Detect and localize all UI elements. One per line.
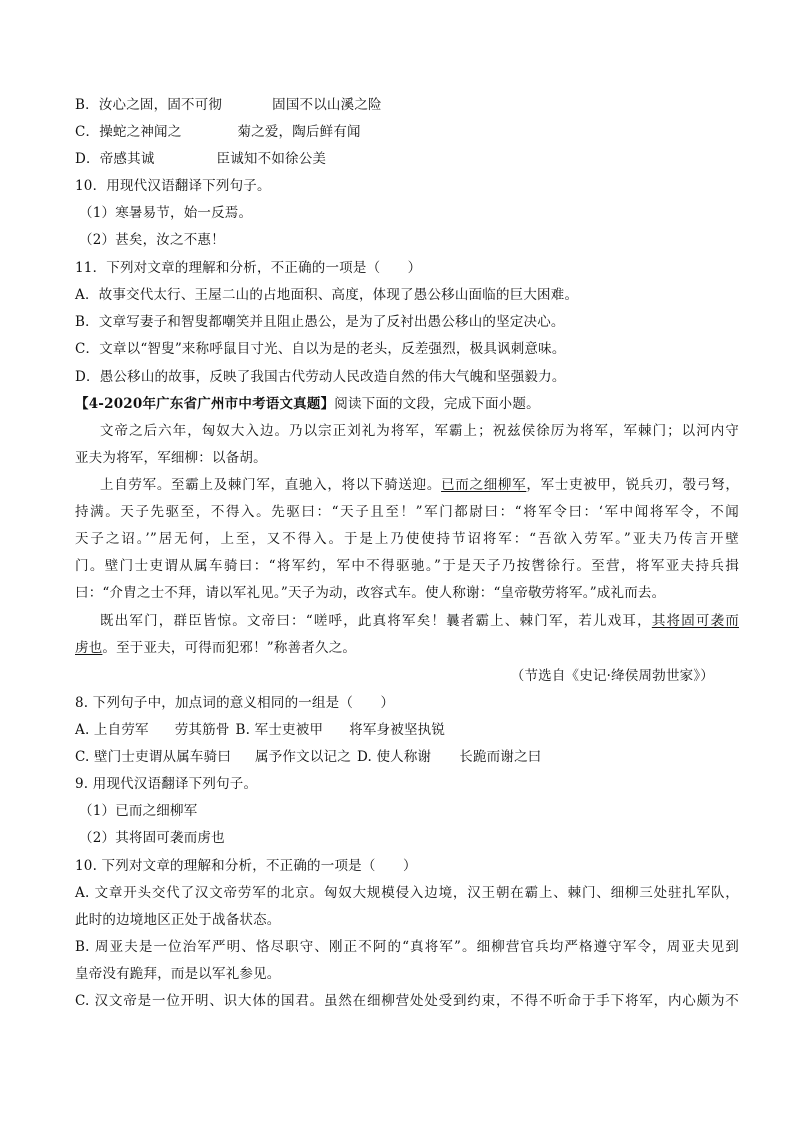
q8-option-d-compare: 长跪而谢之曰 [459, 749, 542, 765]
question-9-item-1: （1）已而之细柳军 [79, 803, 198, 819]
passage-text: ，军士吏被甲，锐兵刃，彀弓弩， [526, 477, 740, 493]
underlined-sentence-2-end: 虏也 [75, 640, 103, 656]
option-b-text: B．汝心之固，固不可彻 [75, 97, 223, 113]
option-d-compare: 臣诚知不如徐公美 [216, 151, 327, 167]
option-b-line [75, 96, 739, 114]
section-heading [75, 395, 739, 413]
question-10-option-a-line2: 此时的边境地区正处于战备状态。 [75, 912, 281, 928]
passage-p2-line5: 曰：“介胄之士不拜，请以军礼见。”天子为动，改容式车。使人称谢：“皇帝敬劳将军。”成礼而去。 [75, 585, 666, 601]
passage-text: 上自劳军。至霸上及棘门军，直驰入，将以下骑送迎。 [100, 477, 442, 493]
question-8-options-ab [75, 721, 739, 739]
q10-option-b-quote: “真将军” [402, 939, 462, 955]
q10-option-b-text: B. 周亚夫是一位治军严明、恪尽职守、刚正不阿的 [75, 939, 403, 955]
passage-p1-line2: 亚夫为将军，军细柳：以备胡。 [75, 450, 267, 466]
passage-p1-line1: 文帝之后六年，匈奴大入边。乃以宗正刘礼为将军，军霸上；祝兹侯徐厉为将军，军棘门；以河内守 [100, 423, 739, 439]
passage-source: （节选自《史记·绛侯周勃世家》） [510, 668, 714, 684]
question-10-option-b-line1 [75, 938, 739, 956]
question-8-options-cd [75, 748, 739, 766]
question-8: 8. 下列句子中，加点词的意义相同的一组是（ ） [75, 695, 395, 711]
section-source-tag: 【4-2020年广东省广州市中考语文真题】 [75, 396, 335, 412]
underlined-sentence-1: 已而之细柳军 [441, 477, 527, 493]
question-10: 10. 下列对文章的理解和分析，不正确的一项是（ ） [75, 858, 417, 874]
section-instruction: 阅读下面的文段，完成下面小题。 [334, 396, 540, 412]
option-c-line [75, 123, 739, 141]
passage-text: 。至于亚夫，可得而犯邪！”称善者久之。 [102, 640, 357, 656]
passage-p3-line2 [75, 639, 739, 657]
question-10-option-b-line2: 皇帝没有跪拜，而是以军礼参见。 [75, 966, 281, 982]
q8-option-c-compare: 属予作文以记之 [255, 749, 351, 765]
question-10-option-c-line1: C. 汉文帝是一位开明、识大体的国君。虽然在细柳营处处受到约束，不得不听命于手下将军，内心颇为不 [75, 993, 739, 1009]
question-11-option-d: D．愚公移山的故事，反映了我国古代劳动人民改造自然的伟大气魄和坚强毅力。 [75, 369, 566, 385]
passage-p2-line4: 门。壁门士吏谓从属车骑曰：“将军约，军中不得驱驰。”于是天子乃按辔徐行。至营，将军亚夫持兵揖 [75, 558, 739, 574]
q8-option-b: B. 军士吏被甲 [235, 722, 324, 738]
question-10-item-1: （1）寒暑易节，始一反焉。 [79, 205, 253, 221]
option-c-compare: 菊之爱，陶后鲜有闻 [237, 124, 361, 140]
option-c-text: C．操蛇之神闻之 [75, 124, 182, 140]
question-11: 11．下列对文章的理解和分析，不正确的一项是（ ） [75, 260, 422, 276]
question-11-option-b: B．文章写妻子和智叟都嘲笑并且阻止愚公，是为了反衬出愚公移山的坚定决心。 [75, 314, 565, 330]
question-10-option-a-line1: A. 文章开头交代了汉文帝劳军的北京。匈奴大规模侵入边境，汉王朝在霸上、棘门、细柳三处驻扎军队， [75, 885, 739, 901]
passage-p2-line3: 天子之诏。’”居无何，上至，又不得入。于是上乃使使持节诏将军：“吾欲入劳军。”亚夫乃传言开壁 [75, 531, 739, 547]
q8-option-b-compare: 将军身被坚执锐 [349, 722, 446, 738]
passage-p2-line1 [100, 476, 739, 494]
passage-text: 既出军门，群臣皆惊。文帝曰：“嗟呼，此真将军矣！曩者霸上、棘门军，若儿戏耳， [100, 613, 652, 629]
q8-option-c: C. 壁门士吏谓从属车骑曰 [75, 749, 232, 765]
question-11-option-a: A．故事交代太行、王屋二山的占地面积、高度，体现了愚公移山面临的巨大困难。 [75, 287, 579, 303]
option-b-compare: 固国不以山溪之险 [272, 97, 382, 113]
q8-option-a-compare: 劳其筋骨 [174, 722, 230, 738]
underlined-sentence-2: 其将固可袭而 [651, 613, 739, 629]
question-10-prev: 10．用现代汉语翻译下列句子。 [75, 178, 271, 194]
passage-p2-line2: 持满。天子先驱至，不得入。先驱曰：“天子且至！”军门都尉曰：“将军令曰：‘军中闻将军令，不闻 [75, 504, 739, 520]
option-d-text: D．帝感其诚 [75, 151, 155, 167]
option-d-line [75, 150, 739, 168]
question-9: 9. 用现代汉语翻译下列句子。 [75, 776, 258, 792]
q10-option-b-text: 。细柳营官兵均严格遵守军令，周亚夫见到 [461, 939, 739, 955]
question-9-item-2: （2）其将固可袭而虏也 [79, 830, 225, 846]
q8-option-d: D. 使人称谢 [356, 749, 432, 765]
passage-p3-line1 [100, 612, 739, 630]
q8-option-a: A. 上自劳军 [75, 722, 149, 738]
question-10-item-2: （2）甚矣，汝之不惠！ [79, 232, 225, 248]
question-11-option-c: C．文章以“智叟”来称呼鼠目寸光、自以为是的老头，反差强烈，极具讽刺意味。 [75, 341, 566, 357]
